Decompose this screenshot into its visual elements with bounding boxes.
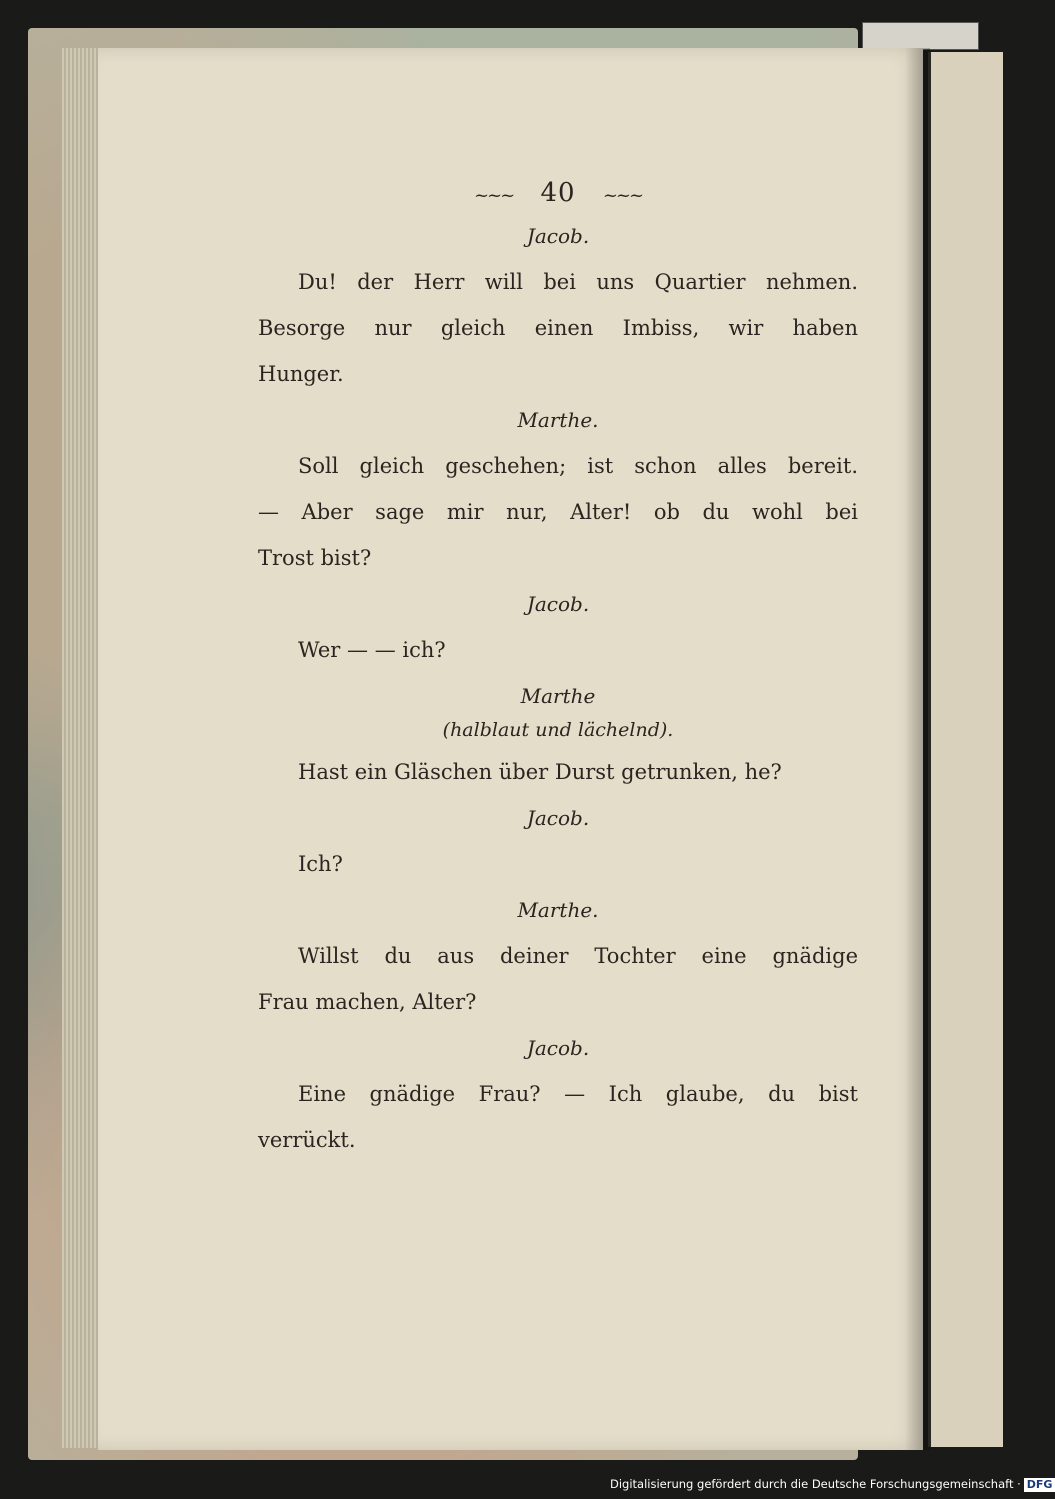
speaker-name: Jacob. <box>526 1036 590 1060</box>
speech-line: Eine gnädige Frau? — Ich glaube, du bist <box>298 1082 858 1106</box>
page-text <box>258 170 858 1163</box>
speech-line: Besorge nur gleich einen Imbiss, wir haben <box>258 316 858 340</box>
speaker-name: Jacob. <box>526 224 590 248</box>
speech-line: verrückt. <box>258 1128 356 1152</box>
gutter-shadow <box>905 48 930 1450</box>
ornament-left: ~~~ <box>473 185 514 206</box>
speaker-name: Marthe. <box>517 408 599 432</box>
speech-line: Soll gleich geschehen; ist schon alles bereit. <box>298 454 858 478</box>
speech-line: Frau machen, Alter? <box>258 990 477 1014</box>
speech-line: Trost bist? <box>258 546 372 570</box>
speech-line: Hunger. <box>258 362 344 386</box>
speaker-name: Jacob. <box>526 592 590 616</box>
speech-line: Wer — — ich? <box>298 638 446 662</box>
speaker-name: Marthe <box>520 684 596 708</box>
ornament-right: ~~~ <box>602 185 643 206</box>
reference-tab <box>862 22 979 50</box>
speaker-name: Jacob. <box>526 806 590 830</box>
facing-page-edge <box>928 52 1003 1447</box>
footer-text: Digitalisierung gefördert durch die Deutsche Forschungsgemeinschaft · <box>610 1477 1021 1491</box>
speech-line: Ich? <box>298 852 343 876</box>
speaker-name: Marthe. <box>517 898 599 922</box>
speech-line: Du! der Herr will bei uns Quartier nehmen. <box>298 270 858 294</box>
speech-line: Willst du aus deiner Tochter eine gnädige <box>298 944 858 968</box>
speech-line: Hast ein Gläschen über Durst getrunken, he? <box>298 760 782 784</box>
stage-direction: (halblaut und lächelnd). <box>442 719 674 741</box>
page-edges <box>62 48 102 1448</box>
dfg-logo: DFG <box>1024 1478 1055 1492</box>
dialogue <box>258 213 858 1163</box>
page-header <box>258 170 858 219</box>
speech-line: — Aber sage mir nur, Alter! ob du wohl bei <box>258 500 858 524</box>
funding-footer <box>610 1474 1053 1494</box>
page-number: 40 <box>540 178 576 208</box>
